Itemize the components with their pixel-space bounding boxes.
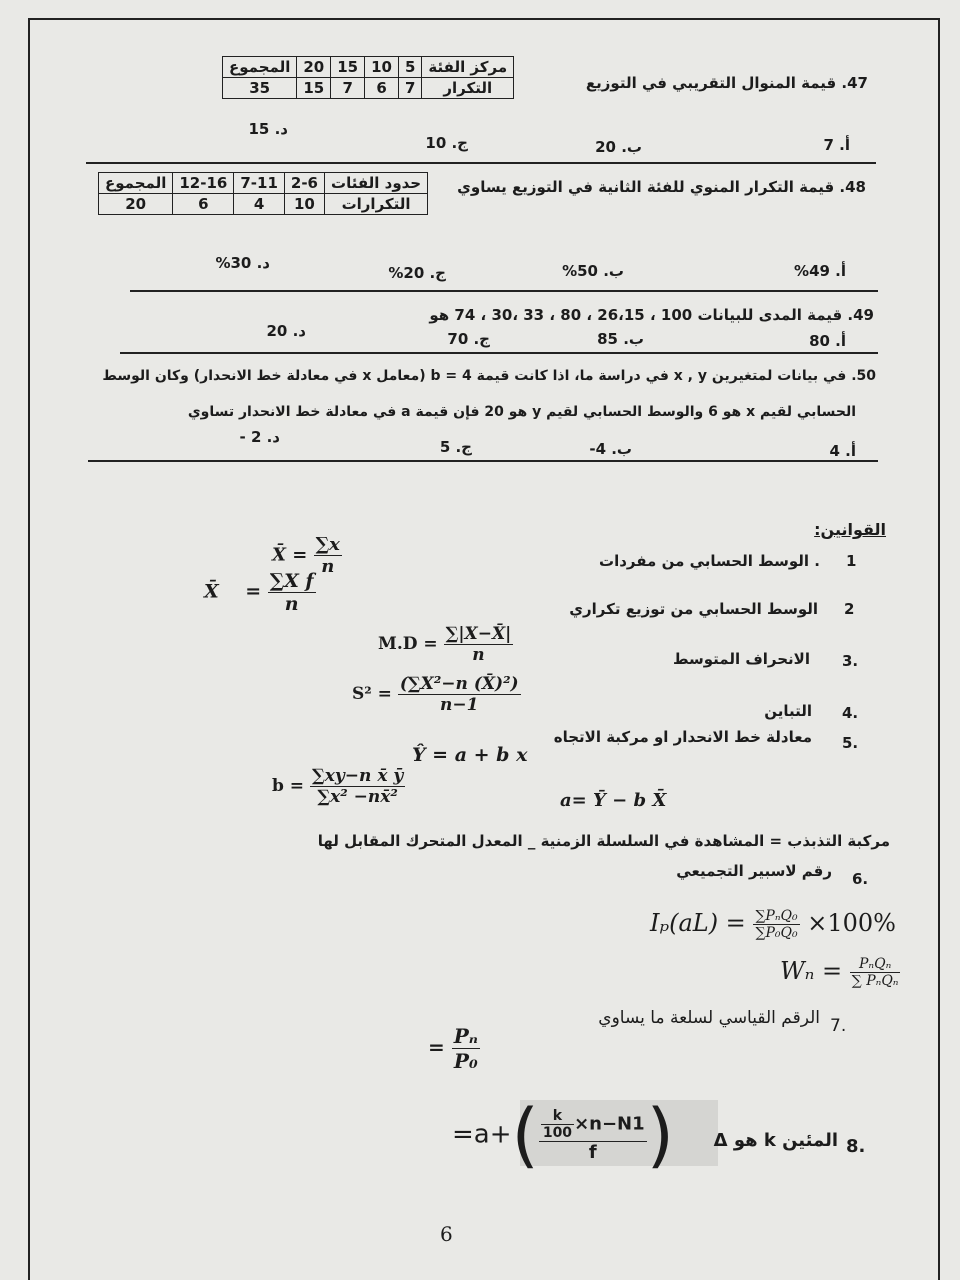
- fraction: [452, 1024, 480, 1073]
- table-cell: 7: [398, 78, 421, 99]
- q48-option-b: ب. 50%: [562, 262, 624, 280]
- table-cell: المجموع: [223, 57, 297, 78]
- numerator: [539, 1108, 647, 1142]
- q47-option-d: د. 15: [248, 120, 288, 138]
- formula-1-number: 1: [846, 552, 857, 570]
- table-row: [99, 173, 428, 194]
- table-cell: 10: [365, 57, 399, 78]
- formula-8-number: 8.: [846, 1136, 866, 1157]
- divider: [86, 162, 876, 164]
- table-cell: 7-11: [234, 173, 285, 194]
- formula-2-math: [204, 570, 316, 615]
- q50-option-d: د. 2 -: [239, 428, 280, 446]
- price-index-formula: [428, 1024, 480, 1073]
- table-cell: المجموع: [99, 173, 173, 194]
- formula-2-number: 2: [844, 600, 855, 618]
- formula-7-number: 7.: [830, 1016, 847, 1036]
- question-49: 49. قيمة المدى للبيانات 100 ، 26،15 ، 80 ، 33 ،30 ، 74 هو: [429, 306, 874, 324]
- table-cell: 2-6: [284, 173, 324, 194]
- fraction: [850, 956, 901, 989]
- q49-option-c: ج. 70: [447, 330, 490, 348]
- regression-equation: Ŷ = a + b x: [412, 744, 528, 766]
- intercept-formula: a= Ȳ − b X̄: [560, 790, 667, 811]
- fraction: [314, 534, 342, 577]
- slope-formula: [272, 766, 405, 807]
- xbar-symbol: X̄: [272, 544, 286, 566]
- percent-multiplier: ×100%: [807, 909, 896, 937]
- q47-option-a: أ. 7: [823, 136, 850, 154]
- denominator: n−1: [439, 695, 479, 715]
- numerator: (∑X²−n (X̄)²): [399, 674, 519, 694]
- table-cell: 6: [173, 194, 234, 215]
- numerator: PₙQₙ: [850, 956, 901, 973]
- denominator: n: [472, 645, 485, 665]
- weight-formula: [780, 956, 900, 989]
- formula-8-label: المئين k هو Δ: [713, 1130, 838, 1151]
- divider: [88, 460, 878, 462]
- inner-fraction: [541, 1108, 574, 1141]
- formula-7-label: الرقم القياسي لسلعة ما يساوي: [598, 1008, 820, 1028]
- q50-option-c: ج. 5: [439, 438, 472, 456]
- table-cell: التكرار: [422, 78, 514, 99]
- denominator: n: [321, 556, 335, 577]
- numerator-tail: ×n−N1: [574, 1113, 645, 1134]
- percentile-formula: [452, 1094, 674, 1176]
- seasonal-component-text: مركبة التذبذب = المشاهدة في السلسلة الزمنية _ المعدل المتحرك المقابل لها: [317, 832, 890, 850]
- formula-6-number: 6.: [852, 870, 869, 888]
- table-cell: 20: [297, 57, 331, 78]
- divider: [120, 352, 878, 354]
- equals-sign: =: [292, 544, 308, 566]
- divider: [130, 290, 878, 292]
- left-paren: (: [511, 1094, 539, 1176]
- table-row: [99, 194, 428, 215]
- denominator: ∑x² −nx̄²: [317, 787, 398, 807]
- formula-2-label: الوسط الحسابي من توزيع تكراري: [569, 600, 818, 618]
- table-cell: 4: [234, 194, 285, 215]
- laspeyres-formula: [650, 908, 896, 941]
- numerator: ∑PₙQ₀: [755, 908, 798, 924]
- table-cell: حدود الفئات: [325, 173, 428, 194]
- laspeyres-symbol: Iₚ(aL) =: [650, 909, 746, 937]
- fraction: [444, 624, 514, 665]
- table-row: [223, 78, 514, 99]
- denominator: P₀: [453, 1049, 478, 1073]
- table-row: [223, 57, 514, 78]
- denominator: n: [284, 593, 299, 615]
- equals-sign: =: [245, 580, 262, 603]
- q50-option-b: ب. 4-: [589, 440, 632, 458]
- formula-3-math: [378, 624, 513, 665]
- table-cell: 6: [365, 78, 399, 99]
- q48-option-a: أ. 49%: [794, 262, 846, 280]
- slope-symbol: b =: [272, 776, 305, 796]
- fraction: [268, 570, 316, 615]
- q47-option-b: ب. 20: [595, 138, 642, 156]
- formula-5-label: معادلة خط الانحدار او مركبة الاتجاه: [553, 728, 812, 746]
- denominator: ∑ PₙQₙ: [851, 973, 899, 989]
- question-50-line2: الحسابي لقيم x هو 6 والوسط الحسابي لقيم y هو 20 فإن قيمة a في معادلة خط الانحدار تساوي: [187, 404, 856, 420]
- equals-sign: =: [428, 1035, 445, 1059]
- q50-option-a: أ. 4: [829, 442, 856, 460]
- table-cell: 7: [331, 78, 365, 99]
- numerator: ∑X f: [269, 570, 314, 592]
- q47-option-c: ج. 10: [425, 134, 468, 152]
- formula-3-number: 3.: [842, 652, 859, 670]
- fraction: [310, 766, 405, 807]
- table-cell: 15: [297, 78, 331, 99]
- table-cell: 20: [99, 194, 173, 215]
- md-symbol: M.D =: [378, 634, 438, 654]
- denominator: ∑P₀Q₀: [755, 925, 798, 941]
- inner-numerator: k: [541, 1108, 574, 1125]
- question-50-line1: 50. في بيانات لمتغيرين x , y في دراسة ما، اذا كانت قيمة b = 4 (معامل x في معادلة خط الانحدار) وكان الوسط: [102, 368, 876, 384]
- formula-6-label: رقم لاسبير التجميعي: [676, 862, 832, 880]
- denominator: f: [588, 1141, 597, 1163]
- q49-option-a: أ. 80: [809, 332, 846, 350]
- table-cell: مركز الفئة: [422, 57, 514, 78]
- table-cell: 5: [398, 57, 421, 78]
- formula-3-label: الانحراف المتوسط: [672, 650, 810, 668]
- q48-option-d: د. 30%: [215, 254, 270, 272]
- inner-denominator: 100: [542, 1124, 573, 1141]
- formula-4-number: 4.: [842, 704, 859, 722]
- numerator: ∑x: [315, 534, 340, 555]
- formula-4-math: [352, 674, 521, 715]
- q49-option-d: د. 20: [266, 322, 306, 340]
- formula-5-number: 5.: [842, 734, 859, 752]
- page-number: 6: [440, 1222, 453, 1246]
- table-cell: 12-16: [173, 173, 234, 194]
- formulas-title: القوانين:: [814, 520, 886, 539]
- weight-symbol: Wₙ =: [780, 957, 843, 985]
- question-47: 47. قيمة المنوال التقريبي في التوزيع: [585, 74, 868, 92]
- variance-symbol: S² =: [352, 684, 392, 704]
- numerator: Pₙ: [453, 1024, 478, 1048]
- table-cell: 35: [223, 78, 297, 99]
- numerator: ∑xy−n x̄ ȳ: [311, 766, 404, 786]
- fraction: [398, 674, 521, 715]
- q49-option-b: ب. 85: [597, 330, 644, 348]
- q47-table: [222, 56, 514, 99]
- numerator: ∑|X−X̄|: [445, 624, 512, 644]
- right-paren: ): [646, 1094, 674, 1176]
- table-cell: 15: [331, 57, 365, 78]
- formula-4-label: التباين: [764, 702, 812, 720]
- table-cell: 10: [284, 194, 324, 215]
- xbar-symbol: X̄: [204, 580, 219, 603]
- fraction: [753, 908, 799, 941]
- fraction: [539, 1108, 647, 1163]
- table-cell: التكرارات: [325, 194, 428, 215]
- percentile-lead: =a+: [452, 1119, 512, 1150]
- q48-option-c: ج. 20%: [388, 264, 446, 282]
- question-48: 48. قيمة التكرار المنوي للفئة الثانية في التوزيع يساوي: [457, 178, 866, 196]
- q48-table: [98, 172, 428, 215]
- formula-1-label: . الوسط الحسابي من مفردات: [599, 552, 820, 570]
